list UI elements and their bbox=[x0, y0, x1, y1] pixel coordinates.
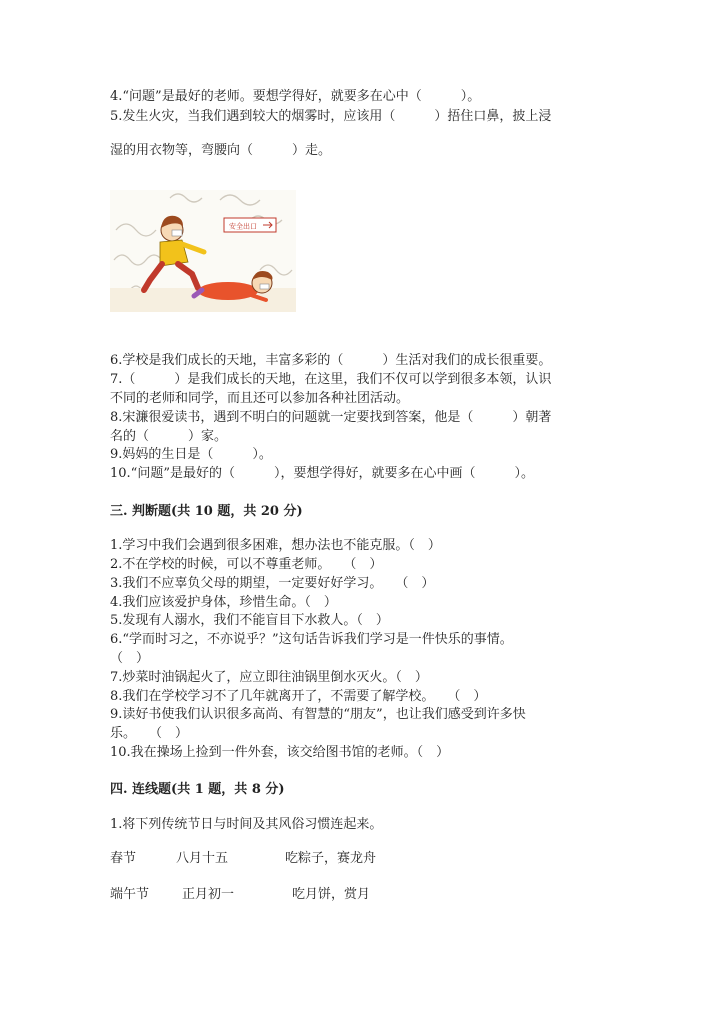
section-4-heading: 四. 连线题(共 1 题，共 8 分) bbox=[110, 782, 285, 797]
question-8-line-1: 8.宋濂很爱读书，遇到不明白的问题就一定要找到答案，他是（ ）朝著 bbox=[110, 410, 552, 425]
svg-text:安全出口: 安全出口 bbox=[229, 222, 257, 231]
matching-prompt: 1.将下列传统节日与时间及其风俗习惯连起来。 bbox=[110, 817, 383, 832]
festival-custom: 吃月饼，赏月 bbox=[292, 887, 371, 902]
question-5-line-1: 5.发生火灾，当我们遇到较大的烟雾时，应该用（ ）捂住口鼻，披上浸 bbox=[110, 109, 552, 124]
question-6: 6.学校是我们成长的天地，丰富多彩的（ ）生活对我们的成长很重要。 bbox=[110, 353, 552, 368]
fire-escape-illustration bbox=[110, 190, 296, 312]
festival-date: 正月初一 bbox=[182, 887, 235, 902]
festival-name: 春节 bbox=[110, 851, 137, 866]
judge-item-9: 9.读好书使我们认识很多高尚、有智慧的“朋友”，也让我们感受到许多快 bbox=[110, 707, 526, 722]
question-9: 9.妈妈的生日是（ ）。 bbox=[110, 447, 272, 462]
judge-item-5: 5.发现有人溺水，我们不能盲目下水救人。（ ） bbox=[110, 613, 389, 628]
judge-item-3: 3.我们不应辜负父母的期望，一定要好好学习。 （ ） bbox=[110, 576, 435, 591]
judge-item-7: 7.炒菜时油锅起火了，应立即往油锅里倒水灭火。（ ） bbox=[110, 670, 428, 685]
judge-item-6: 6.“学而时习之，不亦说乎？”这句话告诉我们学习是一件快乐的事情。 bbox=[110, 632, 513, 647]
festival-date: 八月十五 bbox=[176, 851, 229, 866]
festival-name: 端午节 bbox=[110, 887, 150, 902]
question-7-line-1: 7.（ ）是我们成长的天地，在这里，我们不仅可以学到很多本领，认识 bbox=[110, 372, 552, 387]
question-10: 10.“问题”是最好的（ ），要想学得好，就要多在心中画（ ）。 bbox=[110, 466, 534, 481]
question-5-line-2: 湿的用衣物等，弯腰向（ ）走。 bbox=[110, 143, 332, 158]
festival-custom: 吃粽子，赛龙舟 bbox=[285, 851, 377, 866]
question-4: 4.“问题”是最好的老师。要想学得好，就要多在心中（ ）。 bbox=[110, 89, 481, 104]
judge-item-2: 2.不在学校的时候，可以不尊重老师。 （ ） bbox=[110, 557, 383, 572]
exit-sign bbox=[224, 218, 276, 232]
judge-item-8: 8.我们在学校学习不了几年就离开了，不需要了解学校。 （ ） bbox=[110, 689, 487, 704]
judge-item-4: 4.我们应该爱护身体，珍惜生命。（ ） bbox=[110, 595, 337, 610]
question-7-line-2: 不同的老师和同学，而且还可以参加各种社团活动。 bbox=[110, 391, 410, 406]
question-8-line-2: 名的（ ）家。 bbox=[110, 429, 228, 444]
judge-item-10: 10.我在操场上捡到一件外套，该交给图书馆的老师。（ ） bbox=[110, 745, 450, 760]
judge-item-1: 1.学习中我们会遇到很多困难，想办法也不能克服。（ ） bbox=[110, 538, 441, 553]
judge-item-6-cont: （ ） bbox=[110, 651, 150, 666]
section-3-heading: 三. 判断题(共 10 题，共 20 分) bbox=[110, 504, 303, 519]
judge-item-9-cont: 乐。 （ ） bbox=[110, 726, 189, 741]
